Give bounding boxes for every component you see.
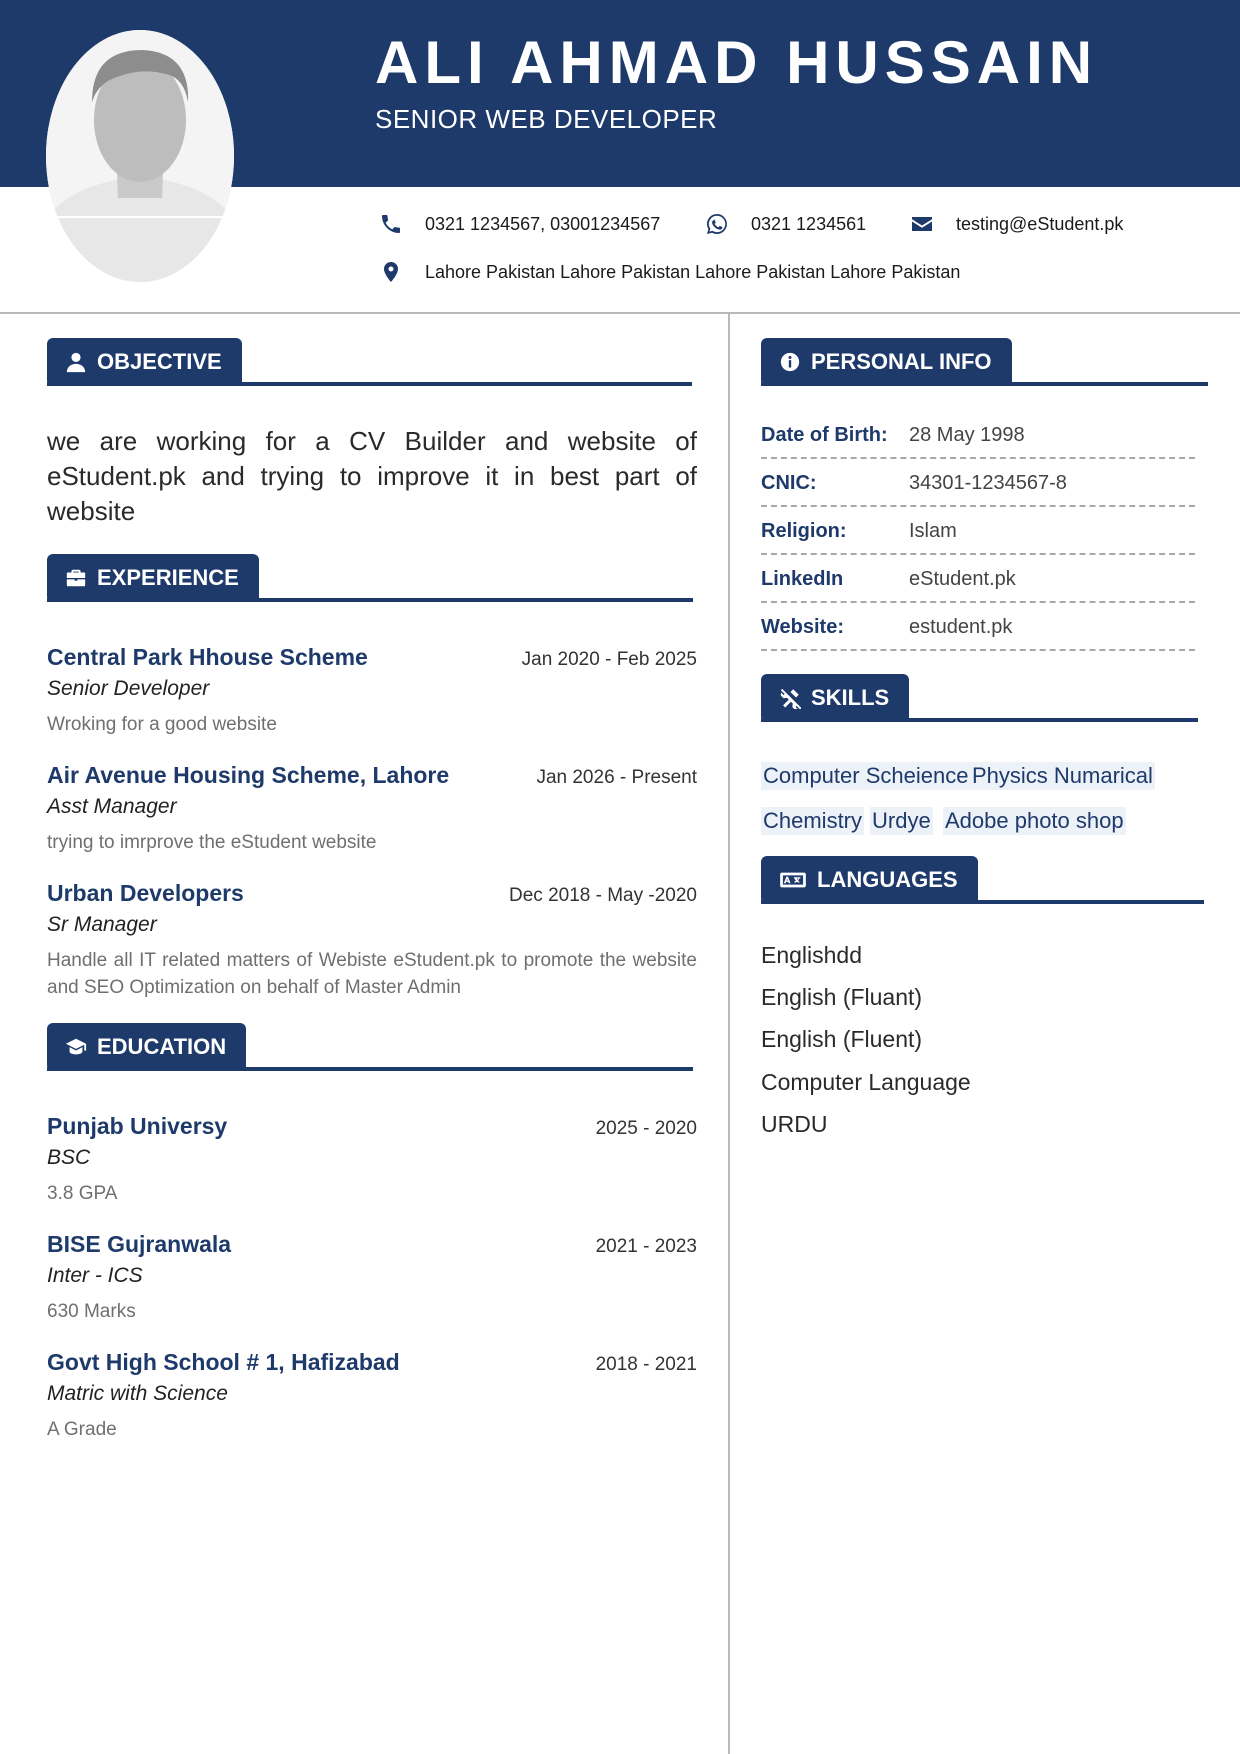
header-divider [0,312,1240,314]
info-label: Date of Birth: [761,424,888,446]
info-label: CNIC: [761,472,817,494]
objective-heading [47,338,692,386]
experience-entry [47,880,697,1001]
graduation-cap-icon [65,1036,87,1058]
education-date: 2021 - 2023 [595,1236,697,1257]
objective-text: we are working for a CV Builder and website of eStudent.pk and trying to improve it in best part of website [47,426,697,526]
personal-info-tab [761,338,1012,386]
education-heading-label: EDUCATION [97,1034,227,1059]
info-row-cnic [761,459,1195,507]
personal-info-heading [761,338,1208,386]
education-heading [47,1023,693,1071]
phone-numbers[interactable]: 0321 1234567, 03001234567 [425,213,661,234]
education-entry [47,1113,697,1207]
experience-role: Sr Manager [47,913,157,936]
info-label: Website: [761,616,844,638]
objective-tab [47,338,242,386]
skill-tag: Chemistry [763,808,863,833]
contact-whatsapp [705,212,866,236]
skill-tag: Urdye [872,808,931,833]
info-row-dob [761,411,1195,459]
experience-description: Wroking for a good website [47,714,277,735]
info-row-website [761,603,1195,651]
envelope-icon [910,212,934,236]
phone-icon [379,212,403,236]
info-value[interactable]: eStudent.pk [909,568,1016,590]
education-degree: BSC [47,1146,91,1169]
language-item: English (Fluant) [761,984,923,1010]
education-entry [47,1349,697,1443]
experience-heading-label: EXPERIENCE [97,565,239,590]
skill-tag: Adobe photo shop [945,808,1124,833]
experience-description: trying to imrprove the eStudent website [47,832,377,853]
skills-heading-label: SKILLS [811,685,890,710]
candidate-name: ALI AHMAD HUSSAIN [375,29,1099,96]
experience-date: Jan 2026 - Present [536,767,697,788]
experience-role: Asst Manager [47,795,177,818]
language-item: English (Fluent) [761,1026,923,1052]
info-row-linkedin [761,555,1195,603]
avatar-placeholder-icon [46,30,234,282]
user-icon [65,351,87,373]
education-date: 2025 - 2020 [595,1118,697,1139]
education-result: 3.8 GPA [47,1183,118,1204]
address-text: Lahore Pakistan Lahore Pakistan Lahore Pakistan Lahore Pakistan [425,261,961,282]
languages-tab [761,856,978,904]
info-row-religion [761,507,1195,555]
profile-photo [46,30,234,282]
personal-info-heading-label: PERSONAL INFO [811,349,992,374]
experience-company: Central Park Hhouse Scheme [47,644,368,670]
experience-company: Air Avenue Housing Scheme, Lahore [47,762,450,788]
education-degree: Inter - ICS [47,1264,143,1287]
language-item: Computer Language [761,1069,971,1095]
email-address[interactable]: testing@eStudent.pk [956,213,1124,234]
info-circle-icon [779,351,801,373]
education-date: 2018 - 2021 [595,1354,697,1375]
job-title: SENIOR WEB DEVELOPER [375,104,718,134]
experience-date: Jan 2020 - Feb 2025 [521,649,697,670]
language-item: URDU [761,1111,828,1137]
languages-heading-label: LANGUAGES [817,867,958,892]
info-value[interactable]: estudent.pk [909,616,1013,638]
objective-heading-label: OBJECTIVE [97,349,222,374]
experience-description: Handle all IT related matters of Webiste eStudent.pk to promote the website and SEO Optimization on behalf of Master Admin [47,950,697,998]
education-entry [47,1231,697,1325]
education-institution: Govt High School # 1, Hafizabad [47,1349,400,1375]
education-result: 630 Marks [47,1301,136,1322]
info-value: 34301-1234567-8 [909,472,1067,494]
skill-tag: Computer Scheience [763,763,969,788]
whatsapp-number[interactable]: 0321 1234561 [751,213,867,234]
info-label: Religion: [761,520,847,542]
experience-company: Urban Developers [47,880,244,906]
skills-heading [761,674,1198,722]
info-value: Islam [909,520,957,542]
map-marker-icon [379,260,403,284]
education-degree: Matric with Science [47,1382,228,1405]
languages-heading [761,856,1204,904]
experience-entry [47,762,697,856]
language-item: Englishdd [761,942,863,968]
education-result: A Grade [47,1419,117,1440]
contact-address [379,260,960,284]
contact-email [910,212,1123,236]
experience-date: Dec 2018 - May -2020 [509,885,697,906]
whatsapp-icon [705,212,729,236]
contact-phone [379,212,660,236]
info-value: 28 May 1998 [909,424,1025,446]
experience-tab [47,554,259,602]
skills-tab [761,674,909,722]
education-tab [47,1023,246,1071]
info-label: LinkedIn [761,568,844,590]
tools-icon [779,687,801,709]
education-institution: BISE Gujranwala [47,1231,232,1257]
experience-entry [47,644,697,738]
language-icon [779,869,807,891]
column-divider [728,313,730,1754]
experience-role: Senior Developer [47,677,210,700]
education-institution: Punjab Universy [47,1113,228,1139]
briefcase-icon [65,567,87,589]
experience-heading [47,554,693,602]
skill-tag: Physics Numarical [972,763,1153,788]
